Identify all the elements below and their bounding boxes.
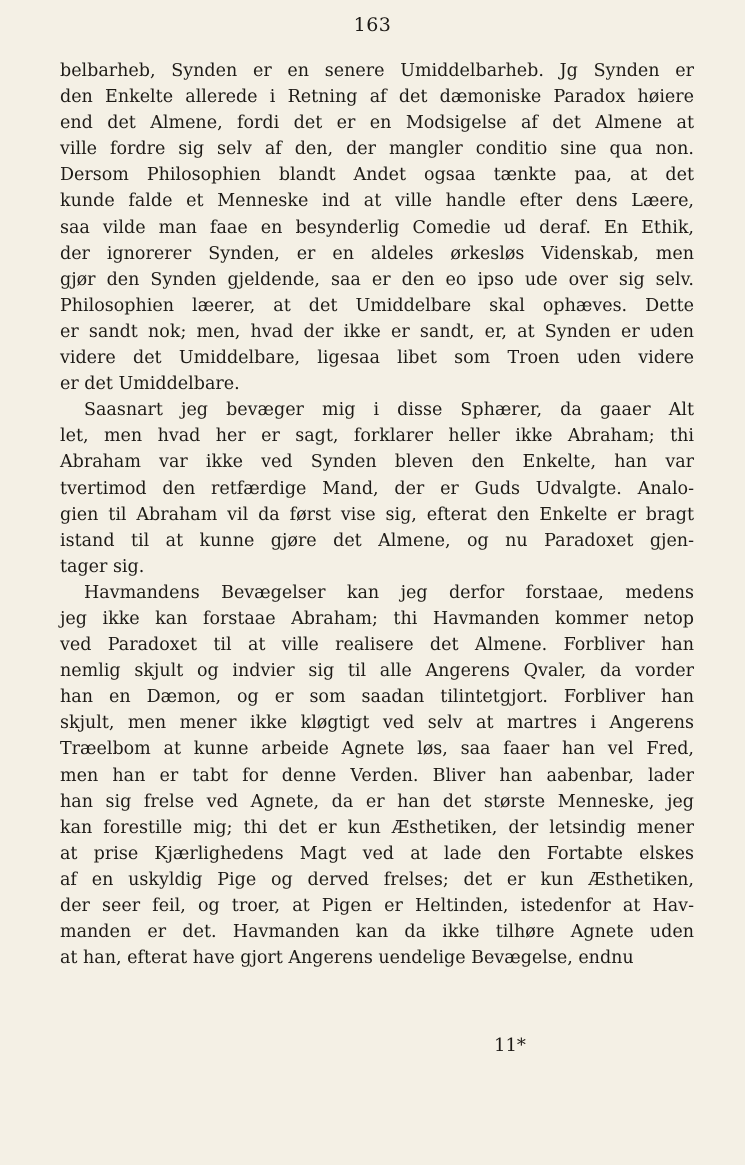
text-line: han en Dæmon, og er som saadan tilintetgjort. Forbliver han [60,687,694,708]
text-line: videre det Umiddelbare, ligesaa libet som Troen uden videre [60,348,694,369]
text-line: Abraham var ikke ved Synden bleven den Enkelte, han var [60,452,694,473]
text-line: Saasnart jeg bevæger mig i disse Sphærer, da gaaer Alt [84,400,694,421]
text-line: manden er det. Havmanden kan da ikke tilhøre Agnete uden [60,922,694,943]
text-line: den Enkelte allerede i Retning af det dæmoniske Paradox høiere [60,87,694,108]
text-line: Havmandens Bevægelser kan jeg derfor forstaae, medens [84,582,694,603]
text-line: ved Paradoxet til at ville realisere det Almene. Forbliver han [60,635,694,656]
text-line: er sandt nok; men, hvad der ikke er sandt, er, at Synden er uden [60,321,694,342]
text-line: gien til Abraham vil da først vise sig, efterat den Enkelte er bragt [60,504,694,525]
text-line: Dersom Philosophien blandt Andet ogsaa tænkte paa, at det [60,165,694,186]
text-line: istand til at kunne gjøre det Almene, og nu Paradoxet gjen- [60,530,694,551]
text-line: er det Umiddelbare. [60,374,240,395]
text-line: Træelbom at kunne arbeide Agnete løs, saa faaer han vel Fred, [60,739,694,760]
text-line: han sig frelse ved Agnete, da er han det største Menneske, jeg [60,791,694,812]
body-text [60,58,694,971]
text-line: end det Almene, fordi det er en Modsigelse af det Almene at [60,113,694,134]
text-line: skjult, men mener ikke kløgtigt ved selv at martres i Angerens [60,713,694,734]
text-line: jeg ikke kan forstaae Abraham; thi Havmanden kommer netop [60,608,694,629]
text-line: Philosophien læerer, at det Umiddelbare skal ophæves. Dette [60,295,694,316]
text-line: der seer feil, og troer, at Pigen er Heltinden, istedenfor at Hav- [60,896,694,916]
page-number: 163 [353,14,392,36]
text-line: kan forestille mig; thi det er kun Æsthetiken, der letsindig mener [60,817,694,838]
text-line: tvertimod den retfærdige Mand, der er Guds Udvalgte. Analo- [60,478,694,499]
text-line: saa vilde man faae en besynderlig Comedie ud deraf. En Ethik, [60,217,694,238]
text-line: belbarheb, Synden er en senere Umiddelbarheb. Jg Synden er [60,61,694,81]
text-line: af en uskyldig Pige og derved frelses; det er kun Æsthetiken, [60,869,694,890]
text-line: nemlig skjult og indvier sig til alle Angerens Qvaler, da vorder [60,661,694,682]
text-line: let, men hvad her er sagt, forklarer heller ikke Abraham; thi [60,426,694,447]
text-line: ville fordre sig selv af den, der mangler conditio sine qua non. [60,139,694,160]
text-line: kunde falde et Menneske ind at ville handle efter dens Læere, [60,191,694,212]
text-line: at prise Kjærlighedens Magt ved at lade den Fortabte elskes [60,843,694,864]
signature-mark: 11* [494,1035,526,1056]
text-line: men han er tabt for denne Verden. Bliver han aabenbar, lader [60,765,694,786]
text-line: gjør den Synden gjeldende, saa er den eo ipso ude over sig selv. [60,269,694,290]
text-line: der ignorerer Synden, er en aldeles ørkesløs Videnskab, men [60,243,694,264]
text-line: at han, efterat have gjort Angerens uendelige Bevægelse, endnu [60,948,634,969]
text-line: tager sig. [60,556,145,577]
